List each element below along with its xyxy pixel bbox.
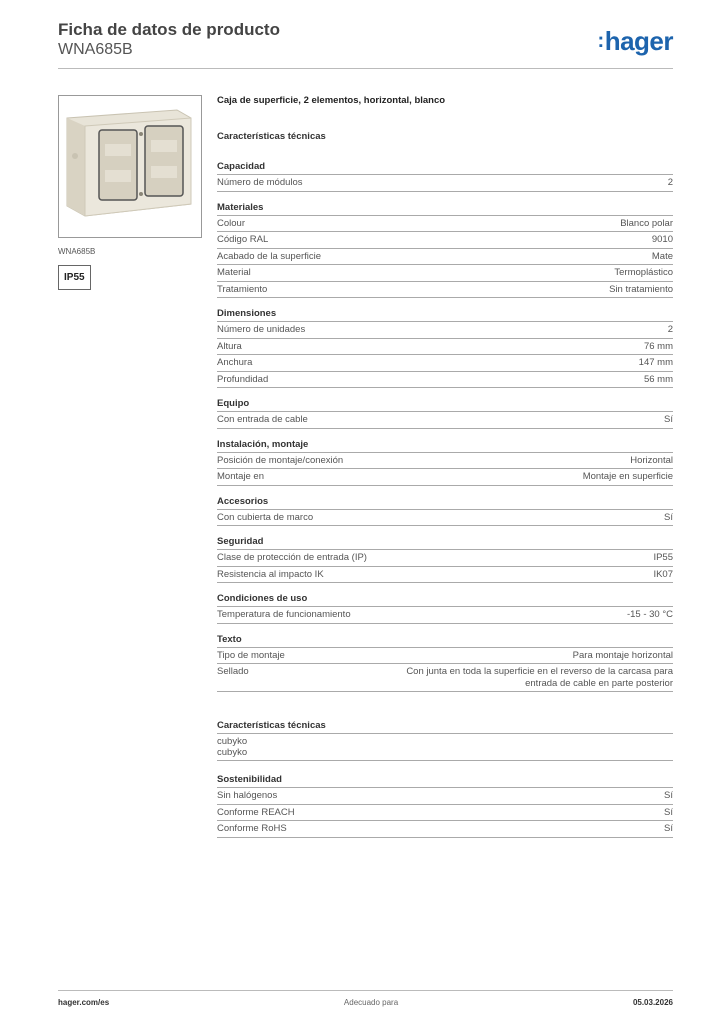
spec-row	[217, 550, 673, 567]
spec-label: Tipo de montaje	[217, 649, 285, 661]
spec-group-title: Accesorios	[217, 493, 673, 510]
spec-group-title: Materiales	[217, 199, 673, 216]
spec-value: -15 - 30 °C	[626, 609, 673, 620]
spec-label: Número de unidades	[217, 324, 306, 335]
spec-group	[217, 158, 673, 192]
spec-value: 2	[667, 177, 673, 188]
spec-row	[217, 372, 673, 389]
spec-value: Para montaje horizontal	[572, 649, 673, 661]
logo-text: hager	[604, 26, 673, 56]
spec-value: Con junta en toda la superficie en el reverso de la carcasa para entrada de cable en parte posterior	[406, 666, 673, 689]
spec-row	[217, 282, 673, 299]
footer-website: hager.com/es	[58, 998, 110, 1007]
spec-label: Anchura	[217, 357, 253, 368]
footer-date: 05.03.2026	[632, 998, 673, 1007]
spec-group	[217, 395, 673, 429]
spec-row	[217, 510, 673, 527]
spec-label: Montaje en	[217, 471, 265, 482]
spec-label: Sellado	[217, 666, 249, 677]
spec-row	[217, 322, 673, 339]
spec-group	[217, 533, 673, 583]
spec-value: Montaje en superficie	[582, 471, 673, 482]
spec-row	[217, 469, 673, 486]
spec-group	[217, 305, 673, 388]
spec-group-title: Equipo	[217, 395, 673, 412]
hager-logo: :hager	[597, 26, 673, 56]
spec-label: Profundidad	[217, 373, 269, 385]
product-description: Caja de superficie, 2 elementos, horizontal, blanco	[217, 95, 446, 106]
spec-group	[217, 436, 673, 486]
spec-value: Blanco polar	[620, 217, 673, 229]
spec-group-title: Dimensiones	[217, 305, 673, 322]
sustainability-title: Sostenibilidad	[217, 771, 673, 788]
spec-label: Posición de montaje/conexión	[217, 454, 344, 466]
spec-row	[217, 265, 673, 282]
spec-label: Acabado de la superficie	[217, 250, 322, 262]
spec-label: Número de módulos	[217, 177, 303, 188]
tech2-block	[217, 734, 673, 761]
spec-value: 9010	[651, 234, 673, 245]
spec-value: Sí	[664, 823, 673, 834]
spec-value: Sin tratamiento	[609, 283, 673, 295]
spec-row	[217, 788, 673, 805]
footer-suitable-for: Adecuado para	[343, 998, 399, 1007]
spec-groups	[217, 158, 673, 692]
spec-group	[217, 493, 673, 527]
tech-section-title: Características técnicas	[217, 131, 326, 142]
spec-group-title: Instalación, montaje	[217, 436, 673, 453]
spec-value: 76 mm	[643, 340, 673, 352]
spec-row	[217, 412, 673, 429]
spec-label: Temperatura de funcionamiento	[217, 609, 351, 620]
spec-label: Colour	[217, 217, 245, 229]
spec-group-title: Seguridad	[217, 533, 673, 550]
spec-label: Con cubierta de marco	[217, 511, 314, 523]
spec-row	[217, 648, 673, 665]
junction-box-illustration	[59, 96, 201, 237]
spec-group-title: Capacidad	[217, 158, 673, 175]
spec-row	[217, 821, 673, 838]
spec-label: Material	[217, 267, 251, 278]
spec-row	[217, 607, 673, 624]
spec-value: 56 mm	[643, 373, 673, 385]
spec-label: Clase de protección de entrada (IP)	[217, 552, 367, 563]
spec-value: Sí	[664, 790, 673, 801]
spec-row	[217, 216, 673, 233]
spec-value: Sí	[664, 414, 673, 425]
spec-value: Horizontal	[630, 454, 673, 466]
spec-label: Conforme RoHS	[217, 823, 287, 834]
spec-row	[217, 805, 673, 822]
tech2-line: cubyko	[217, 736, 248, 747]
tech2-title: Características técnicas	[217, 717, 673, 734]
spec-label: Resistencia al impacto IK	[217, 568, 324, 580]
spec-value: Mate	[651, 250, 673, 262]
spec-value: Sí	[664, 806, 673, 818]
spec-label: Tratamiento	[217, 283, 268, 295]
spec-row	[217, 175, 673, 192]
spec-row	[217, 339, 673, 356]
left-column	[58, 95, 202, 290]
document-header	[58, 20, 673, 70]
spec-label: Altura	[217, 340, 242, 352]
spec-group	[217, 631, 673, 693]
specs-column	[217, 95, 673, 845]
spec-label: Código RAL	[217, 234, 269, 245]
image-caption: WNA685B	[58, 247, 96, 256]
tech2-line: cubyko	[217, 747, 248, 758]
spec-value: IP55	[653, 552, 673, 563]
spec-row	[217, 249, 673, 266]
spec-group	[217, 199, 673, 299]
spec-group-title: Condiciones de uso	[217, 590, 673, 607]
spec-value: Sí	[664, 511, 673, 523]
document-footer	[58, 990, 673, 1007]
spec-label: Sin halógenos	[217, 790, 278, 801]
document-title: Ficha de datos de producto	[58, 20, 280, 39]
product-code: WNA685B	[58, 41, 133, 58]
spec-value: IK07	[653, 568, 673, 580]
spec-row	[217, 355, 673, 372]
product-image	[58, 95, 202, 238]
ip-rating-badge: IP55	[58, 265, 91, 290]
spec-value: 2	[667, 324, 673, 335]
spec-group	[217, 590, 673, 624]
spec-row	[217, 232, 673, 249]
spec-group-title: Texto	[217, 631, 673, 648]
spec-row	[217, 567, 673, 584]
spec-label: Conforme REACH	[217, 806, 295, 818]
spec-value: 147 mm	[638, 357, 673, 368]
header-divider	[58, 68, 673, 69]
spec-row	[217, 664, 673, 692]
spec-value: Termoplástico	[614, 267, 673, 278]
spec-label: Con entrada de cable	[217, 414, 308, 425]
spec-row	[217, 453, 673, 470]
